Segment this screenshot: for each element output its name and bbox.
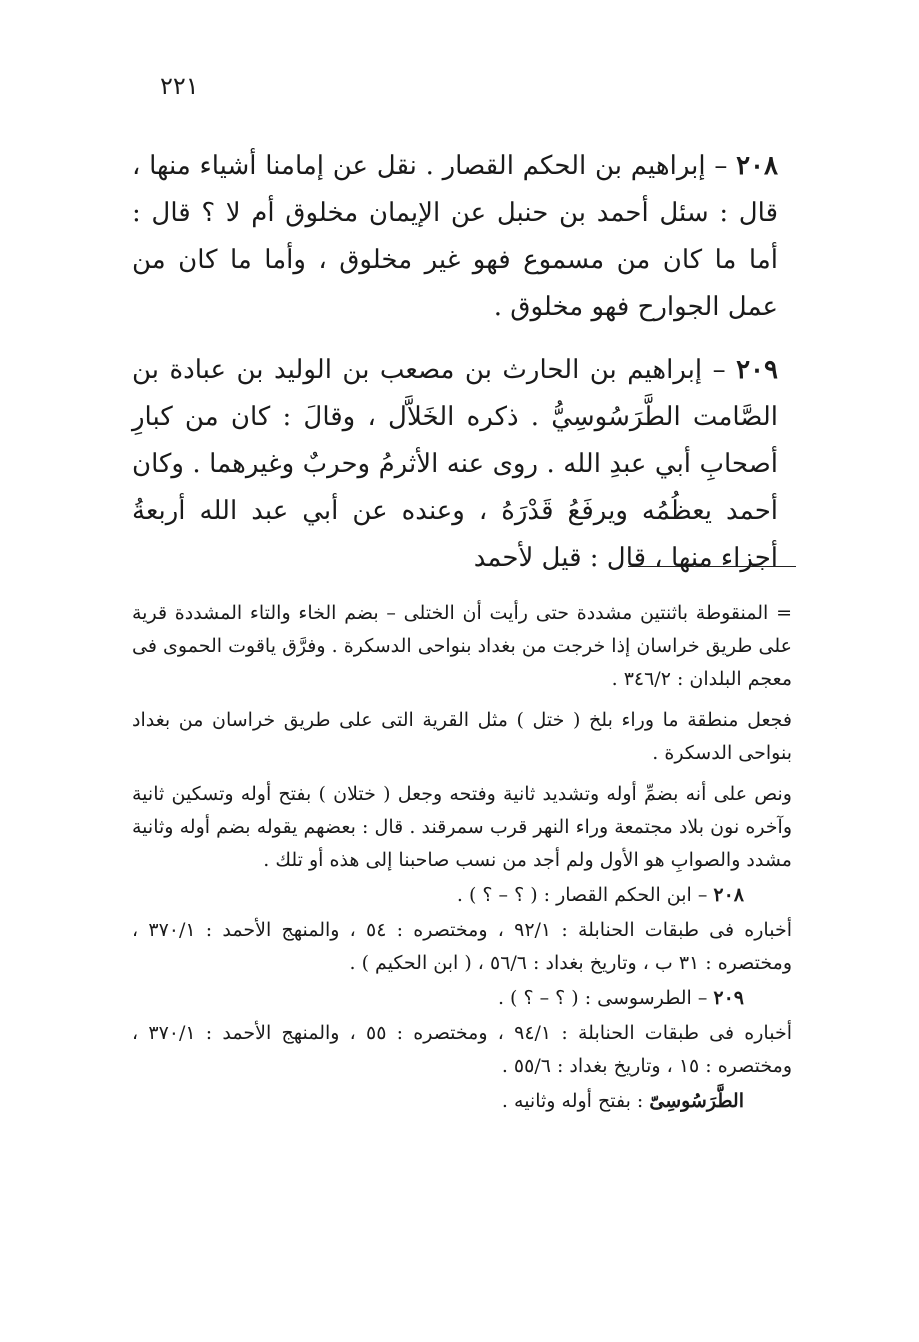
page-number: ٢٢١ <box>160 72 199 100</box>
entry-209 <box>132 347 778 582</box>
entry-number: ٢٠٨ <box>736 151 778 181</box>
footnote-note-word: الطَّرَسُوسِىّ <box>649 1090 744 1112</box>
footnote-208-sources: أخباره فى طبقات الحنابلة : ٩٢/١ ، ومختصره : ٥٤ ، والمنهج الأحمد : ٣٧٠/١ ، ومختصره : ٣١ ب ، وتاريخ بغداد : ٥٦/٦ ، ( ابن الحكيم ) . <box>132 919 792 974</box>
footnote-heading-text: – الطرسوسى : ( ؟ – ؟ ) . <box>497 987 714 1009</box>
footnote-208-heading <box>132 879 792 912</box>
entry-number: ٢٠٩ <box>736 355 778 385</box>
entry-208 <box>132 143 778 331</box>
main-text <box>132 143 778 598</box>
footnote-209-heading <box>132 982 792 1015</box>
footnote-209-note <box>132 1085 792 1118</box>
footnote-number: ٢٠٨ <box>713 884 744 906</box>
footnote-paragraph: فجعل منطقة ما وراء بلخ ( ختل ) مثل القرية التى على طريق خراسان من بغداد بنواحى الدسكرة . <box>132 709 792 764</box>
footnote-209-sources: أخباره فى طبقات الحنابلة : ٩٤/١ ، ومختصره : ٥٥ ، والمنهج الأحمد : ٣٧٠/١ ، ومختصره : ١٥ ، وتاريخ بغداد : ٥٥/٦ . <box>132 1022 792 1077</box>
footnote-heading-text: – ابن الحكم القصار : ( ؟ – ؟ ) . <box>456 884 714 906</box>
footnote-divider <box>628 566 796 567</box>
footnotes <box>132 597 792 1120</box>
entry-text: – إبراهيم بن الحارث بن مصعب بن الوليد بن عبادة بن الصَّامت الطَّرَسُوسِيُّ . ذكره الخَلاَّل ، وقالَ : كان من كبارِ أصحابِ أبي عبدِ الله . روى عنه الأثرمُ وحربٌ وغيرهما . وكان أحمد يعظُمُه ويرفَعُ قَدْرَهُ ، وعنده عن أبي عبد الله أربعةُ أجزاء منها ، قال : قيل لأحمد <box>132 355 778 573</box>
footnote-continuation: = المنقوطة باثنتين مشددة حتى رأيت أن الختلى – بضم الخاء والتاء المشددة قرية على طريق خراسان إذا خرجت من بغداد بنواحى الدسكرة . وفرَّق ياقوت الحموى فى معجم البلدان : ٣٤٦/٢ . <box>132 602 792 690</box>
entry-text: – إبراهيم بن الحكم القصار . نقل عن إمامنا أشياء منها ، قال : سئل أحمد بن حنبل عن الإيمان مخلوق أم لا ؟ قال : أما ما كان من مسموع فهو غير مخلوق ، وأما ما كان من عمل الجوارح فهو مخلوق . <box>132 151 778 322</box>
footnote-paragraph: ونص على أنه بضمِّ أوله وتشديد ثانية وفتحه وجعل ( ختلان ) بفتح أوله وتسكين ثانية وآخره نون بلاد مجتمعة وراء النهر قرب سمرقند . قال : بعضهم يقوله بضم أوله وثانية مشدد والصوابِ هو الأول ولم أجد من نسب صاحبنا إلى هذه أو تلك . <box>132 783 792 871</box>
footnote-note-text: : بفتح أوله وثانيه . <box>501 1090 650 1112</box>
footnote-number: ٢٠٩ <box>713 987 744 1009</box>
